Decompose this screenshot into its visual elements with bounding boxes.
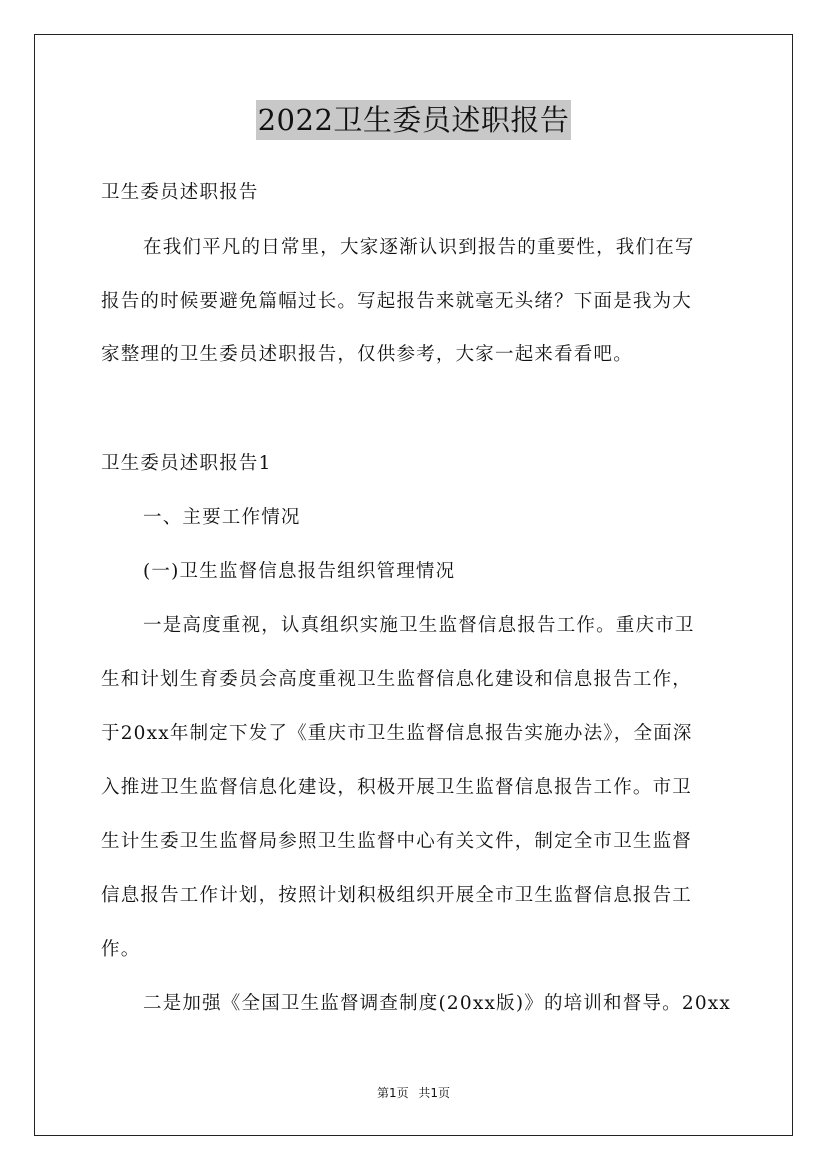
paragraph-line: 二是加强《全国卫生监督调查制度(20xx版)》的培训和督导。20xx [143, 993, 732, 1014]
paragraph-line: 信息报告工作计划，按照计划积极组织开展全市卫生监督信息报告工 [101, 885, 693, 906]
paragraph-line: 一是高度重视，认真组织实施卫生监督信息报告工作。重庆市卫 [143, 615, 695, 636]
paragraph-line: 家整理的卫生委员述职报告，仅供参考，大家一起来看看吧。 [101, 344, 633, 365]
title-container [0, 100, 827, 140]
paragraph-line: 生计生委卫生监督局参照卫生监督中心有关文件，制定全市卫生监督 [101, 831, 693, 852]
subheading: (一)卫生监督信息报告组织管理情况 [143, 561, 456, 582]
page-footer [0, 1084, 827, 1101]
paragraph-line: 于20xx年制定下发了《重庆市卫生监督信息报告实施办法》，全面深 [101, 723, 693, 744]
paragraph-line: 作。 [101, 939, 141, 960]
page-number: 第1页 [376, 1086, 409, 1100]
paragraph-line: 报告的时候要避免篇幅过长。写起报告来就毫无头绪？下面是我为大 [101, 291, 693, 312]
paragraph-line: 入推进卫生监督信息化建设，积极开展卫生监督信息报告工作。市卫 [101, 777, 693, 798]
document-title: 2022卫生委员述职报告 [256, 100, 572, 140]
page-total: 共1页 [418, 1086, 451, 1100]
subheading: 一、主要工作情况 [143, 507, 301, 528]
section-heading: 卫生委员述职报告1 [101, 453, 272, 474]
paragraph-line: 生和计划生育委员会高度重视卫生监督信息化建设和信息报告工作， [101, 669, 693, 690]
section-heading: 卫生委员述职报告 [101, 182, 259, 203]
paragraph-line: 在我们平凡的日常里，大家逐渐认识到报告的重要性，我们在写 [143, 237, 695, 258]
